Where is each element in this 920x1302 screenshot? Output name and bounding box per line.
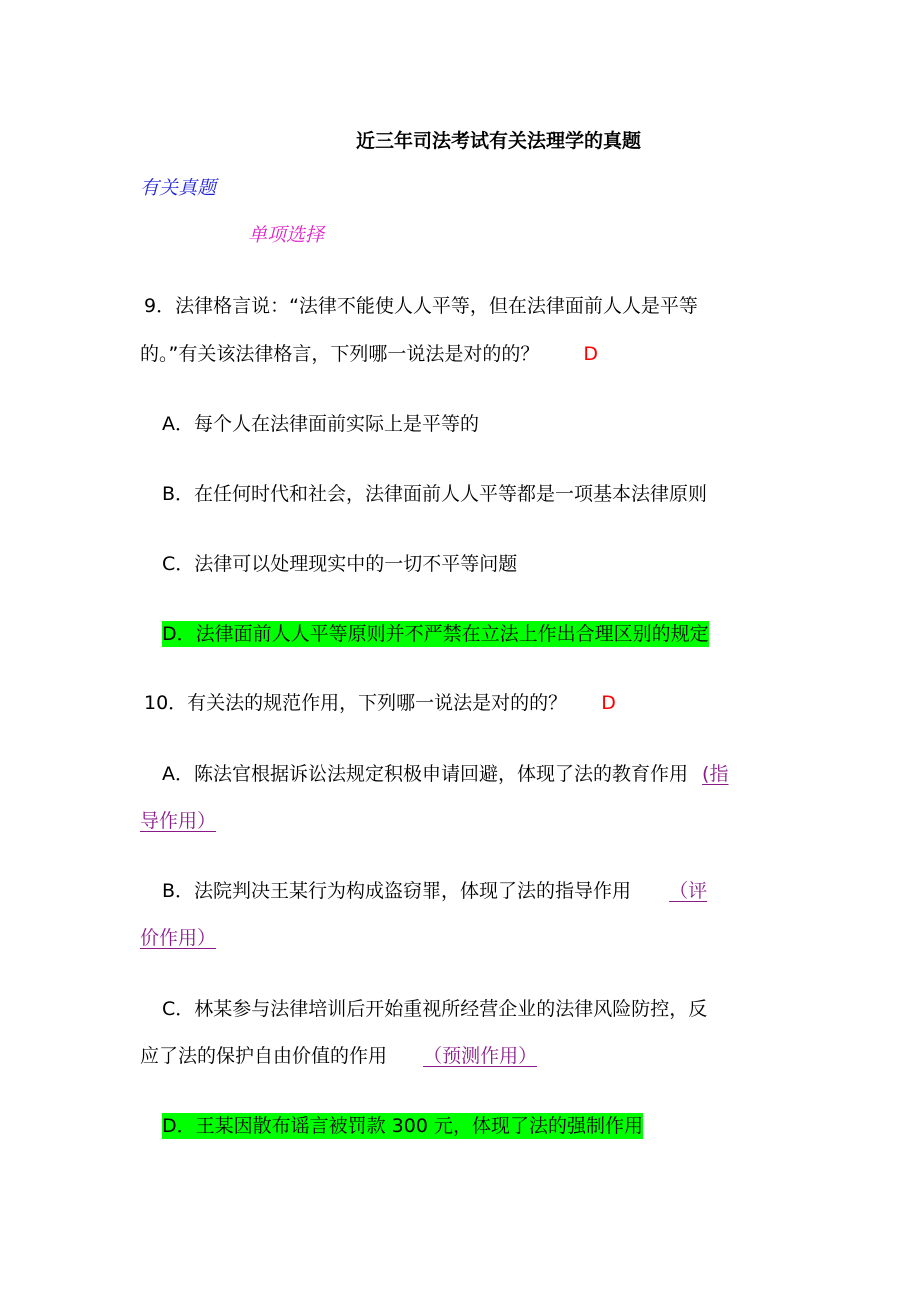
question-10-stem: 10．有关法的规范作用，下列哪一说法是对的的？ <box>144 692 568 714</box>
page-title: 近三年司法考试有关法理学的真题 <box>356 130 642 152</box>
question-10-option-a-note-cont: 导作用） <box>140 810 217 832</box>
question-10-stem-row <box>144 690 616 716</box>
question-9-stem-line1: 9．法律格言说：“法律不能使人人平等，但在法律面前人人是平等 <box>144 295 698 317</box>
question-9-stem-line2: 的。”有关该法律格言，下列哪一说法是对的的？ <box>140 343 540 365</box>
question-10-option-b: B．法院判决王某行为构成盗窃罪，体现了法的指导作用 <box>162 880 632 902</box>
question-10-option-b-row <box>162 878 707 904</box>
question-10-option-a-row <box>162 761 728 787</box>
question-10-option-b-note: （评 <box>669 880 708 902</box>
subsection-heading: 单项选择 <box>248 224 325 246</box>
question-10-option-c-line2: 应了法的保护自由价值的作用 <box>140 1045 388 1067</box>
question-10-option-a-note: (指 <box>702 763 729 785</box>
question-10-option-c-note: （预测作用） <box>423 1045 538 1067</box>
question-10-option-c-row2 <box>140 1043 537 1069</box>
question-9-option-b: B．在任何时代和社会，法律面前人人平等都是一项基本法律原则 <box>162 483 708 505</box>
question-9-answer: D <box>583 343 599 365</box>
question-10-option-c-line1: C．林某参与法律培训后开始重视所经营企业的法律风险防控，反 <box>162 998 708 1020</box>
section-heading: 有关真题 <box>140 177 217 199</box>
question-9-option-a: A．每个人在法律面前实际上是平等的 <box>162 413 479 435</box>
question-10-option-b-note-cont: 价作用） <box>140 927 217 949</box>
question-9-option-c: C．法律可以处理现实中的一切不平等问题 <box>162 553 518 575</box>
question-10-option-d-highlighted: D．王某因散布谣言被罚款 300 元，体现了法的强制作用 <box>162 1115 643 1137</box>
question-9-option-d-highlighted: D．法律面前人人平等原则并不严禁在立法上作出合理区别的规定 <box>162 623 709 645</box>
question-10-answer: D <box>601 692 616 714</box>
question-9-stem-line2-row <box>140 341 598 367</box>
question-10-option-a: A．陈法官根据诉讼法规定积极申请回避，体现了法的教育作用 <box>162 763 688 785</box>
